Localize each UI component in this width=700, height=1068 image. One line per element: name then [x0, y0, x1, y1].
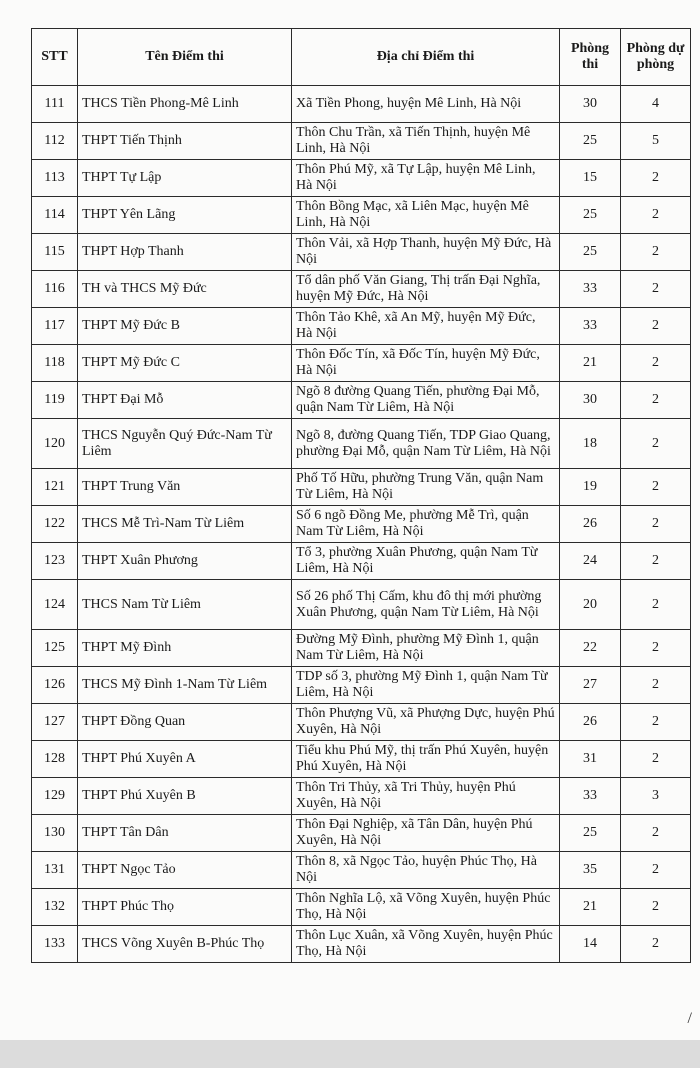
row-stt: 132 [32, 889, 78, 926]
row-reserve-rooms: 2 [621, 160, 691, 197]
row-exam-rooms: 19 [560, 469, 621, 506]
row-stt: 130 [32, 815, 78, 852]
row-stt: 118 [32, 345, 78, 382]
row-reserve-rooms: 4 [621, 86, 691, 123]
table-row [32, 160, 691, 197]
row-exam-rooms: 33 [560, 778, 621, 815]
row-reserve-rooms: 2 [621, 345, 691, 382]
row-exam-rooms: 30 [560, 86, 621, 123]
row-site-name: THPT Hợp Thanh [78, 234, 292, 271]
row-reserve-rooms: 2 [621, 197, 691, 234]
header-exam-rooms: Phòng thi [560, 29, 621, 86]
row-exam-rooms: 24 [560, 543, 621, 580]
row-site-name: THPT Ngọc Tảo [78, 852, 292, 889]
row-reserve-rooms: 2 [621, 308, 691, 345]
table-row [32, 506, 691, 543]
table-row [32, 667, 691, 704]
row-reserve-rooms: 2 [621, 889, 691, 926]
table-body [32, 86, 691, 963]
row-site-name: TH và THCS Mỹ Đức [78, 271, 292, 308]
row-reserve-rooms: 5 [621, 123, 691, 160]
row-stt: 121 [32, 469, 78, 506]
row-site-address: Thôn Phú Mỹ, xã Tự Lập, huyện Mê Linh, Hà Nội [292, 160, 560, 197]
table-row [32, 580, 691, 630]
table-row [32, 889, 691, 926]
table-row [32, 852, 691, 889]
row-site-address: Số 6 ngõ Đồng Me, phường Mễ Trì, quận Nam Từ Liêm, Hà Nội [292, 506, 560, 543]
row-site-address: Ngõ 8 đường Quang Tiến, phường Đại Mỗ, quận Nam Từ Liêm, Hà Nội [292, 382, 560, 419]
exam-sites-table [31, 28, 691, 963]
row-stt: 111 [32, 86, 78, 123]
row-reserve-rooms: 2 [621, 741, 691, 778]
row-exam-rooms: 22 [560, 630, 621, 667]
row-site-address: Xã Tiền Phong, huyện Mê Linh, Hà Nội [292, 86, 560, 123]
row-site-name: THPT Xuân Phương [78, 543, 292, 580]
row-stt: 128 [32, 741, 78, 778]
row-reserve-rooms: 2 [621, 234, 691, 271]
row-exam-rooms: 26 [560, 506, 621, 543]
row-stt: 126 [32, 667, 78, 704]
row-reserve-rooms: 2 [621, 382, 691, 419]
row-site-address: TDP số 3, phường Mỹ Đình 1, quận Nam Từ Liêm, Hà Nội [292, 667, 560, 704]
row-stt: 133 [32, 926, 78, 963]
row-reserve-rooms: 2 [621, 852, 691, 889]
row-site-address: Thôn Tri Thủy, xã Tri Thủy, huyện Phú Xuyên, Hà Nội [292, 778, 560, 815]
header-site-address: Địa chỉ Điểm thi [292, 29, 560, 86]
row-exam-rooms: 14 [560, 926, 621, 963]
row-site-name: THCS Tiền Phong-Mê Linh [78, 86, 292, 123]
row-stt: 125 [32, 630, 78, 667]
row-site-name: THPT Tiến Thịnh [78, 123, 292, 160]
row-reserve-rooms: 2 [621, 815, 691, 852]
row-exam-rooms: 15 [560, 160, 621, 197]
row-stt: 131 [32, 852, 78, 889]
row-stt: 114 [32, 197, 78, 234]
row-site-address: Thôn Vải, xã Hợp Thanh, huyện Mỹ Đức, Hà Nội [292, 234, 560, 271]
row-site-address: Thôn 8, xã Ngọc Tảo, huyện Phúc Thọ, Hà Nội [292, 852, 560, 889]
table-row [32, 86, 691, 123]
row-site-name: THCS Nguyễn Quý Đức-Nam Từ Liêm [78, 419, 292, 469]
row-site-address: Thôn Chu Trần, xã Tiến Thịnh, huyện Mê Linh, Hà Nội [292, 123, 560, 160]
table-row [32, 815, 691, 852]
header-stt: STT [32, 29, 78, 86]
row-site-address: Tiểu khu Phú Mỹ, thị trấn Phú Xuyên, huyện Phú Xuyên, Hà Nội [292, 741, 560, 778]
row-exam-rooms: 30 [560, 382, 621, 419]
table-row [32, 630, 691, 667]
row-exam-rooms: 25 [560, 123, 621, 160]
row-site-address: Tổ dân phố Văn Giang, Thị trấn Đại Nghĩa, huyện Mỹ Đức, Hà Nội [292, 271, 560, 308]
row-stt: 122 [32, 506, 78, 543]
row-site-address: Thôn Bồng Mạc, xã Liên Mạc, huyện Mê Linh, Hà Nội [292, 197, 560, 234]
table-row [32, 345, 691, 382]
row-site-address: Thôn Đốc Tín, xã Đốc Tín, huyện Mỹ Đức, Hà Nội [292, 345, 560, 382]
row-site-address: Tổ 3, phường Xuân Phương, quận Nam Từ Liêm, Hà Nội [292, 543, 560, 580]
row-stt: 113 [32, 160, 78, 197]
row-site-address: Thôn Phượng Vũ, xã Phượng Dực, huyện Phú Xuyên, Hà Nội [292, 704, 560, 741]
row-site-name: THPT Mỹ Đình [78, 630, 292, 667]
row-reserve-rooms: 2 [621, 469, 691, 506]
row-site-name: THPT Phú Xuyên B [78, 778, 292, 815]
row-exam-rooms: 18 [560, 419, 621, 469]
row-exam-rooms: 21 [560, 889, 621, 926]
table-row [32, 778, 691, 815]
row-site-name: THCS Mỹ Đình 1-Nam Từ Liêm [78, 667, 292, 704]
row-stt: 117 [32, 308, 78, 345]
row-reserve-rooms: 2 [621, 506, 691, 543]
row-site-name: THCS Võng Xuyên B-Phúc Thọ [78, 926, 292, 963]
bottom-bar [0, 1040, 700, 1068]
row-exam-rooms: 33 [560, 271, 621, 308]
header-reserve-rooms: Phòng dự phòng [621, 29, 691, 86]
row-reserve-rooms: 2 [621, 271, 691, 308]
header-site-name: Tên Điểm thi [78, 29, 292, 86]
row-site-name: THPT Mỹ Đức B [78, 308, 292, 345]
row-site-name: THPT Mỹ Đức C [78, 345, 292, 382]
table-header-row [32, 29, 691, 86]
page-edge-mark: / [687, 1010, 692, 1027]
row-stt: 112 [32, 123, 78, 160]
row-site-address: Thôn Nghĩa Lộ, xã Võng Xuyên, huyện Phúc Thọ, Hà Nội [292, 889, 560, 926]
row-site-name: THPT Tự Lập [78, 160, 292, 197]
row-exam-rooms: 20 [560, 580, 621, 630]
row-exam-rooms: 26 [560, 704, 621, 741]
row-site-name: THPT Phú Xuyên A [78, 741, 292, 778]
table-row [32, 741, 691, 778]
row-exam-rooms: 31 [560, 741, 621, 778]
table-row [32, 704, 691, 741]
table-row [32, 382, 691, 419]
row-stt: 116 [32, 271, 78, 308]
row-stt: 124 [32, 580, 78, 630]
row-exam-rooms: 21 [560, 345, 621, 382]
row-stt: 120 [32, 419, 78, 469]
row-site-name: THPT Đại Mỗ [78, 382, 292, 419]
table-row [32, 234, 691, 271]
row-reserve-rooms: 2 [621, 419, 691, 469]
table-row [32, 543, 691, 580]
row-exam-rooms: 25 [560, 815, 621, 852]
table-row [32, 419, 691, 469]
row-site-name: THCS Nam Từ Liêm [78, 580, 292, 630]
row-reserve-rooms: 2 [621, 667, 691, 704]
row-reserve-rooms: 2 [621, 543, 691, 580]
row-site-name: THPT Yên Lãng [78, 197, 292, 234]
row-reserve-rooms: 2 [621, 580, 691, 630]
row-site-address: Số 26 phố Thị Cấm, khu đô thị mới phường Xuân Phương, quận Nam Từ Liêm, Hà Nội [292, 580, 560, 630]
table-row [32, 308, 691, 345]
row-reserve-rooms: 2 [621, 704, 691, 741]
row-exam-rooms: 25 [560, 234, 621, 271]
row-exam-rooms: 27 [560, 667, 621, 704]
table-row [32, 469, 691, 506]
row-stt: 127 [32, 704, 78, 741]
row-site-address: Thôn Đại Nghiệp, xã Tân Dân, huyện Phú Xuyên, Hà Nội [292, 815, 560, 852]
row-reserve-rooms: 2 [621, 926, 691, 963]
row-reserve-rooms: 3 [621, 778, 691, 815]
row-site-name: THPT Tân Dân [78, 815, 292, 852]
row-site-address: Thôn Tảo Khê, xã An Mỹ, huyện Mỹ Đức, Hà Nội [292, 308, 560, 345]
row-reserve-rooms: 2 [621, 630, 691, 667]
row-stt: 123 [32, 543, 78, 580]
table-row [32, 123, 691, 160]
row-stt: 115 [32, 234, 78, 271]
row-site-address: Đường Mỹ Đình, phường Mỹ Đình 1, quận Nam Từ Liêm, Hà Nội [292, 630, 560, 667]
row-stt: 129 [32, 778, 78, 815]
row-exam-rooms: 33 [560, 308, 621, 345]
row-site-name: THPT Đồng Quan [78, 704, 292, 741]
row-site-address: Phố Tố Hữu, phường Trung Văn, quận Nam Từ Liêm, Hà Nội [292, 469, 560, 506]
row-site-address: Thôn Lục Xuân, xã Võng Xuyên, huyện Phúc Thọ, Hà Nội [292, 926, 560, 963]
table-row [32, 926, 691, 963]
row-site-name: THCS Mễ Trì-Nam Từ Liêm [78, 506, 292, 543]
table-row [32, 197, 691, 234]
row-exam-rooms: 35 [560, 852, 621, 889]
row-stt: 119 [32, 382, 78, 419]
row-site-name: THPT Trung Văn [78, 469, 292, 506]
row-site-address: Ngõ 8, đường Quang Tiến, TDP Giao Quang, phường Đại Mỗ, quận Nam Từ Liêm, Hà Nội [292, 419, 560, 469]
table-row [32, 271, 691, 308]
row-exam-rooms: 25 [560, 197, 621, 234]
row-site-name: THPT Phúc Thọ [78, 889, 292, 926]
